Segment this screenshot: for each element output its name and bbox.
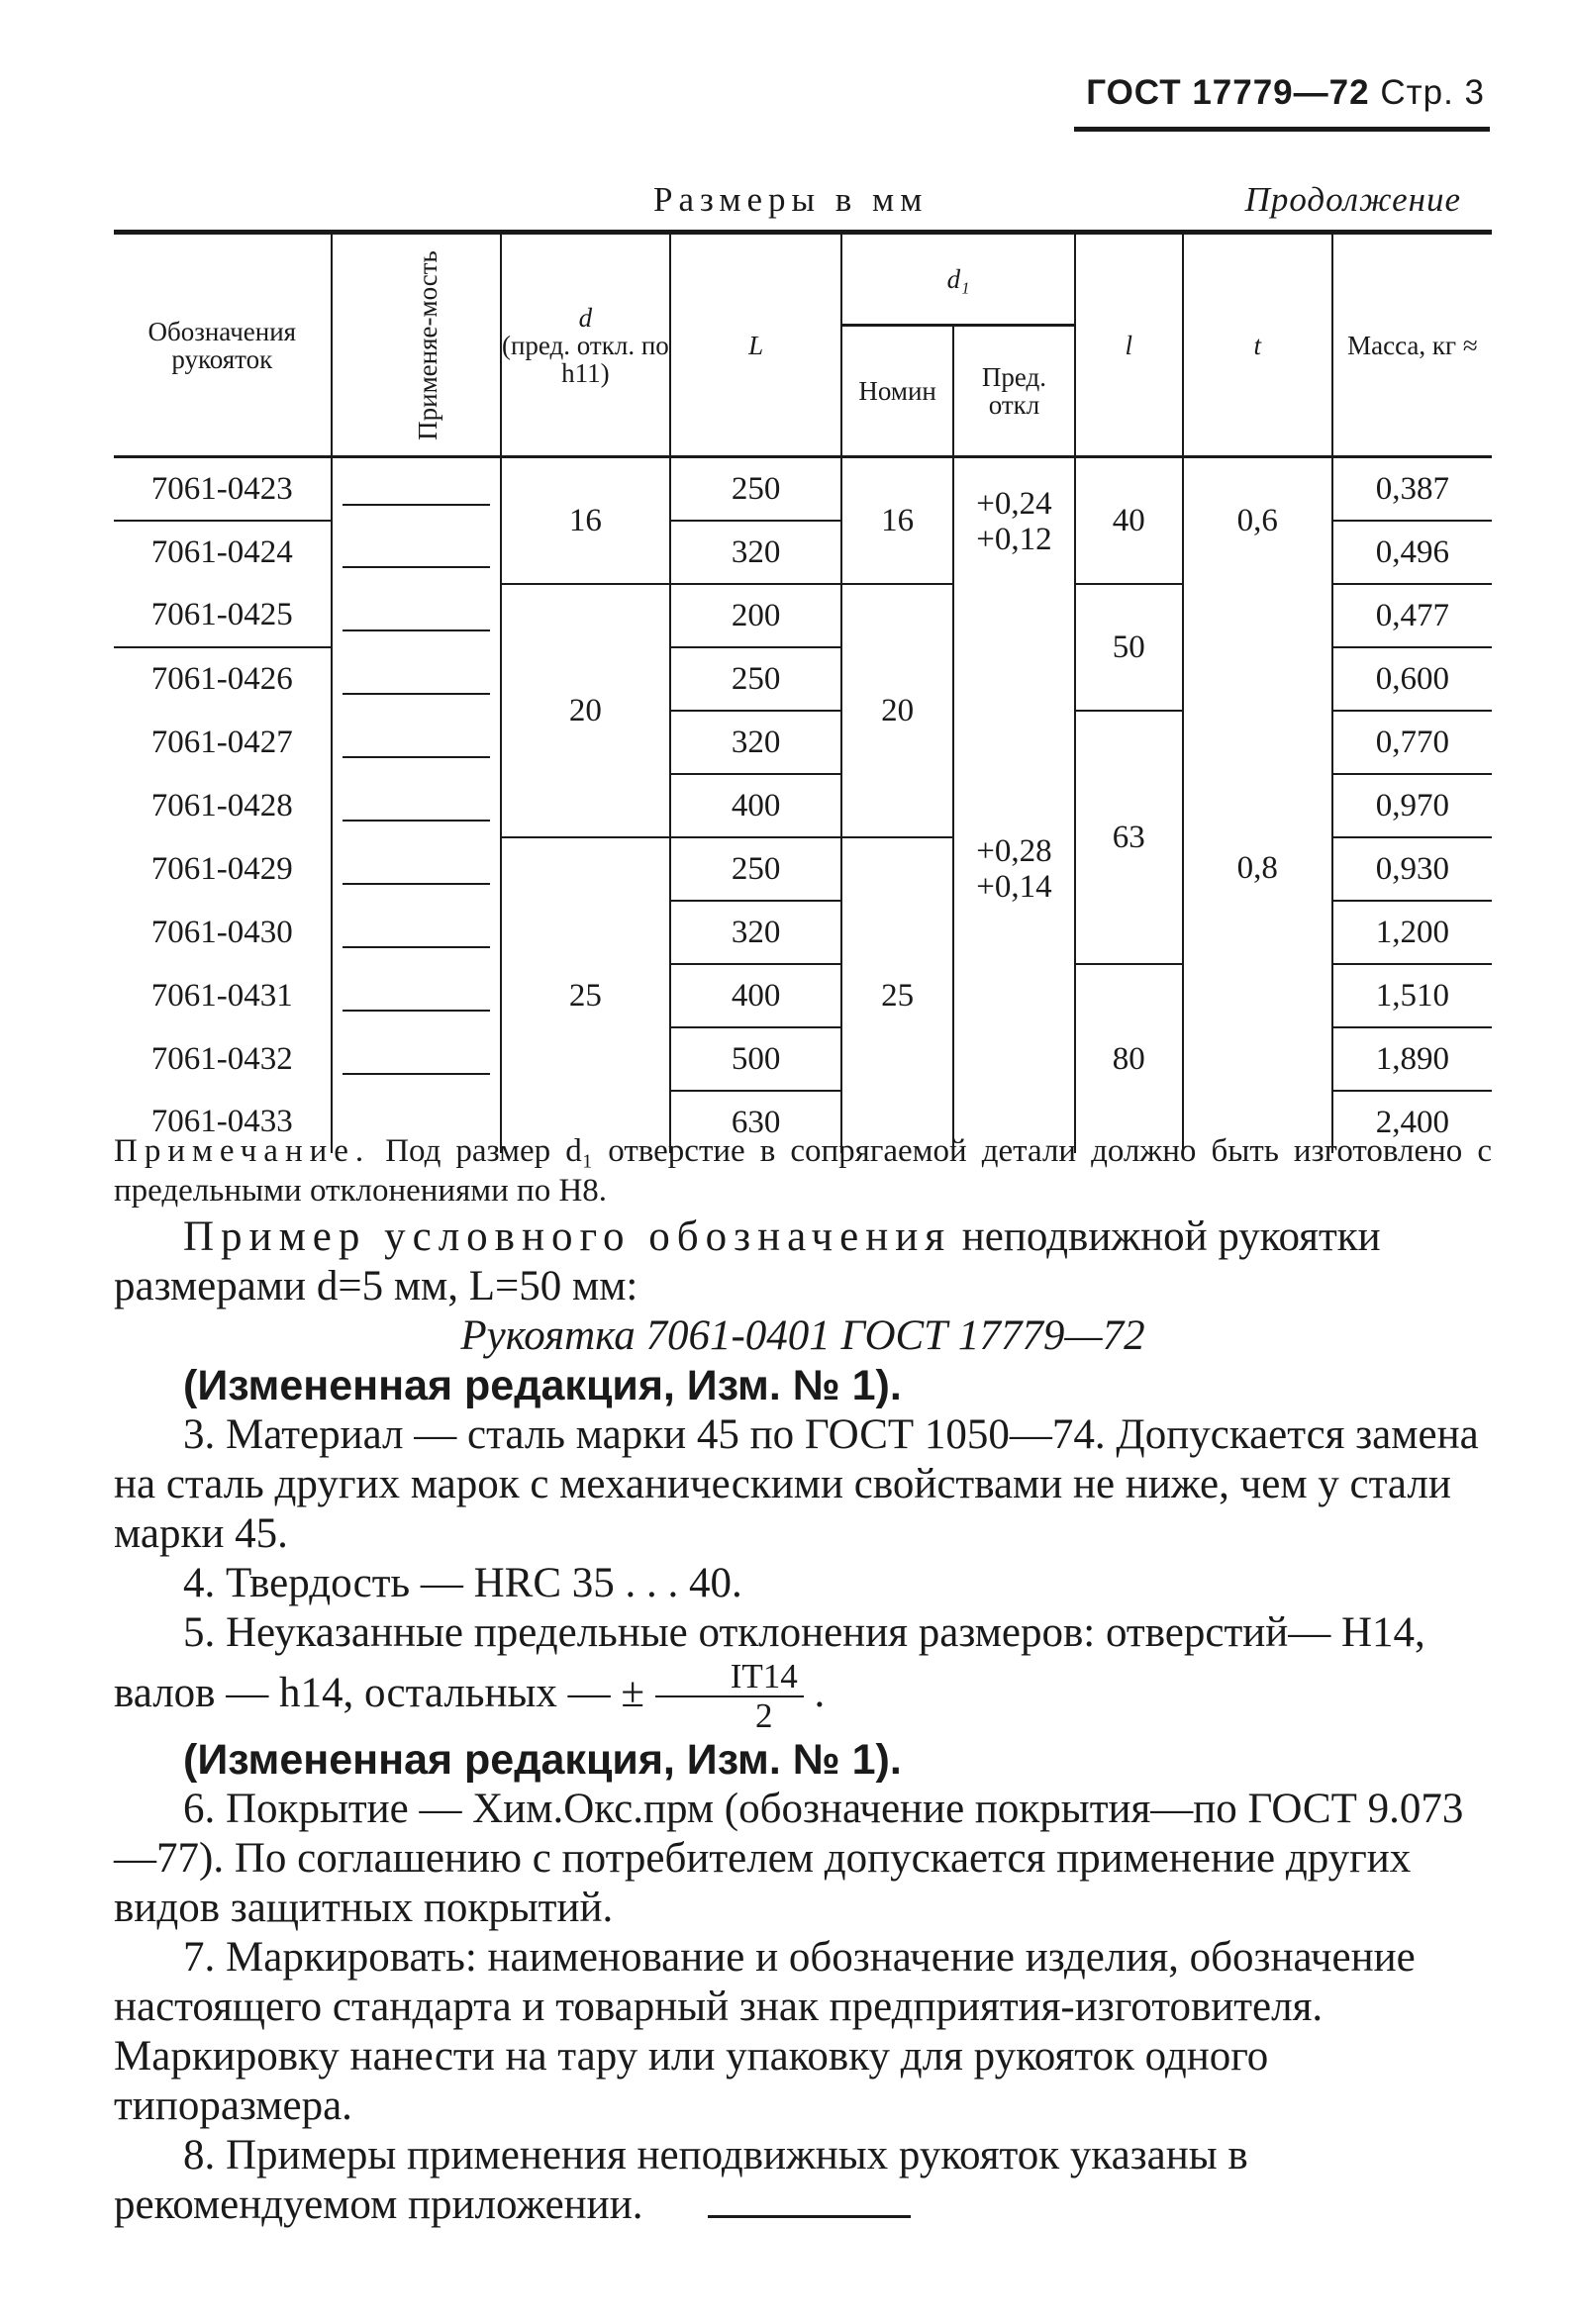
d-value: 16	[501, 457, 670, 585]
revision-note: (Измененная редакция, Изм. № 1).	[183, 1362, 902, 1409]
t-value: 0,8	[1183, 584, 1332, 1153]
mass-value: 0,970	[1332, 774, 1492, 837]
applicability-cell	[332, 964, 501, 1027]
header-l: l	[1075, 233, 1183, 457]
table-row-designation: 7061-0429	[150, 850, 293, 887]
note-label: Примечание.	[114, 1133, 371, 1169]
mass-value: 0,770	[1332, 711, 1492, 774]
dimensions-table	[114, 230, 1492, 1153]
footer-rule	[708, 2215, 911, 2218]
mass-value: 0,496	[1332, 521, 1492, 584]
item-4: 4. Твердость — HRC 35 . . . 40.	[183, 1560, 742, 1606]
item-8: 8. Примеры применения неподвижных рукояток указаны в рекомендуемом приложении.	[114, 2132, 1248, 2228]
example-label: Пример условного обозначения	[183, 1213, 952, 1260]
item-5: 5. Неуказанные предельные отклонения размеров: отверстий— Н14, валов — h14, остальных — ± $\frac{IT14}{2}$ .	[114, 1609, 1425, 1735]
note-text: Под размер d₁ отверстие в сопрягаемой детали должно быть изготовлено с предельными отклонениями по Н8.	[114, 1133, 1492, 1209]
mass-value: 2,400	[1332, 1091, 1492, 1153]
applicability-cell	[332, 584, 501, 647]
header-d1-tolerance: Пред. откл	[953, 326, 1075, 457]
L-value: 200	[670, 584, 841, 647]
l-value: 40	[1075, 457, 1183, 585]
mass-value: 1,510	[1332, 964, 1492, 1027]
mass-value: 0,387	[1332, 457, 1492, 522]
mass-value: 0,930	[1332, 837, 1492, 901]
d-value: 20	[501, 584, 670, 837]
example-block	[114, 1212, 1492, 2230]
d1-tolerance-value: +0,28 +0,14	[953, 584, 1075, 1153]
table-row-designation: 7061-0427	[150, 724, 293, 760]
header-mass: Масса, кг ≈	[1332, 233, 1492, 457]
L-value: 630	[670, 1091, 841, 1153]
header-t: t	[1183, 233, 1332, 457]
l-value: 63	[1075, 711, 1183, 964]
applicability-cell	[332, 711, 501, 774]
header-L: L	[670, 233, 841, 457]
d1-nominal-value: 25	[841, 837, 953, 1153]
L-value: 320	[670, 521, 841, 584]
d1-nominal-value: 16	[841, 457, 953, 585]
header-d: d (пред. откл. по h11)	[501, 233, 670, 457]
header-applicability: Применяе-мость	[332, 233, 501, 457]
units-caption: Размеры в мм	[653, 180, 929, 219]
header-d1: d₁	[841, 233, 1075, 326]
table-row-designation: 7061-0430	[150, 914, 293, 950]
page-number: Стр. 3	[1380, 73, 1485, 112]
header-d1-nominal: Номин	[841, 326, 953, 457]
applicability-cell	[332, 521, 501, 584]
mass-value: 1,890	[1332, 1027, 1492, 1091]
l-value: 50	[1075, 584, 1183, 711]
table-note	[114, 1131, 1492, 1210]
continuation-caption: Продолжение	[1244, 180, 1461, 219]
mass-value: 0,600	[1332, 647, 1492, 711]
L-value: 320	[670, 901, 841, 964]
l-value: 80	[1075, 964, 1183, 1153]
item-7: 7. Маркировать: наименование и обозначение изделия, обозначение настоящего стандарта и товарный знак предприятия-изготовителя. Маркировку нанести на тару или упаковку для рукояток одного типоразмера.	[114, 1934, 1416, 2129]
L-value: 400	[670, 964, 841, 1027]
item-6: 6. Покрытие — Хим.Окс.прм (обозначение покрытия—по ГОСТ 9.073—77). По соглашению с потребителем допускается применение других видов защитных покрытий.	[114, 1786, 1464, 1931]
L-value: 250	[670, 457, 841, 522]
page-header	[1086, 73, 1485, 113]
mass-value: 1,200	[1332, 901, 1492, 964]
applicability-cell	[332, 1027, 501, 1091]
example-text: неподвижной рукоятки размерами d=5 мм, L=50 мм:	[114, 1213, 1381, 1309]
mass-value: 0,477	[1332, 584, 1492, 647]
t-value: 0,6	[1183, 457, 1332, 585]
applicability-cell	[332, 457, 501, 522]
applicability-cell	[332, 774, 501, 837]
item-3: 3. Материал — сталь марки 45 по ГОСТ 1050—74. Допускается замена на сталь других марок с механическими свойствами не ниже, чем у стали марки 45.	[114, 1411, 1479, 1557]
table-row-designation: 7061-0424	[150, 534, 293, 570]
L-value: 250	[670, 647, 841, 711]
header-rule	[1074, 127, 1490, 132]
revision-note-2: (Измененная редакция, Изм. № 1).	[183, 1736, 902, 1784]
header-designation: Обозначения рукояток	[114, 233, 332, 457]
table-row-designation: 7061-0428	[150, 787, 293, 823]
applicability-cell	[332, 837, 501, 901]
table-row-designation: 7061-0425	[114, 584, 332, 647]
L-value: 320	[670, 711, 841, 774]
standard-number: ГОСТ 17779—72	[1086, 73, 1370, 112]
L-value: 500	[670, 1027, 841, 1091]
table-row-designation: 7061-0432	[150, 1040, 293, 1077]
d1-nominal-value: 20	[841, 584, 953, 837]
L-value: 250	[670, 837, 841, 901]
applicability-cell	[332, 647, 501, 711]
d-value: 25	[501, 837, 670, 1153]
table-row-designation: 7061-0431	[150, 977, 293, 1014]
example-designation: Рукоятка 7061-0401 ГОСТ 17779—72	[460, 1312, 1145, 1359]
fraction: $\frac{IT14}{2}$	[655, 1658, 804, 1735]
table-row-designation: 7061-0423	[114, 457, 332, 522]
applicability-cell	[332, 901, 501, 964]
L-value: 400	[670, 774, 841, 837]
table-row-designation: 7061-0433	[150, 1104, 293, 1139]
table-row-designation: 7061-0426	[150, 661, 293, 697]
d1-tolerance-value: +0,24 +0,12	[953, 457, 1075, 585]
